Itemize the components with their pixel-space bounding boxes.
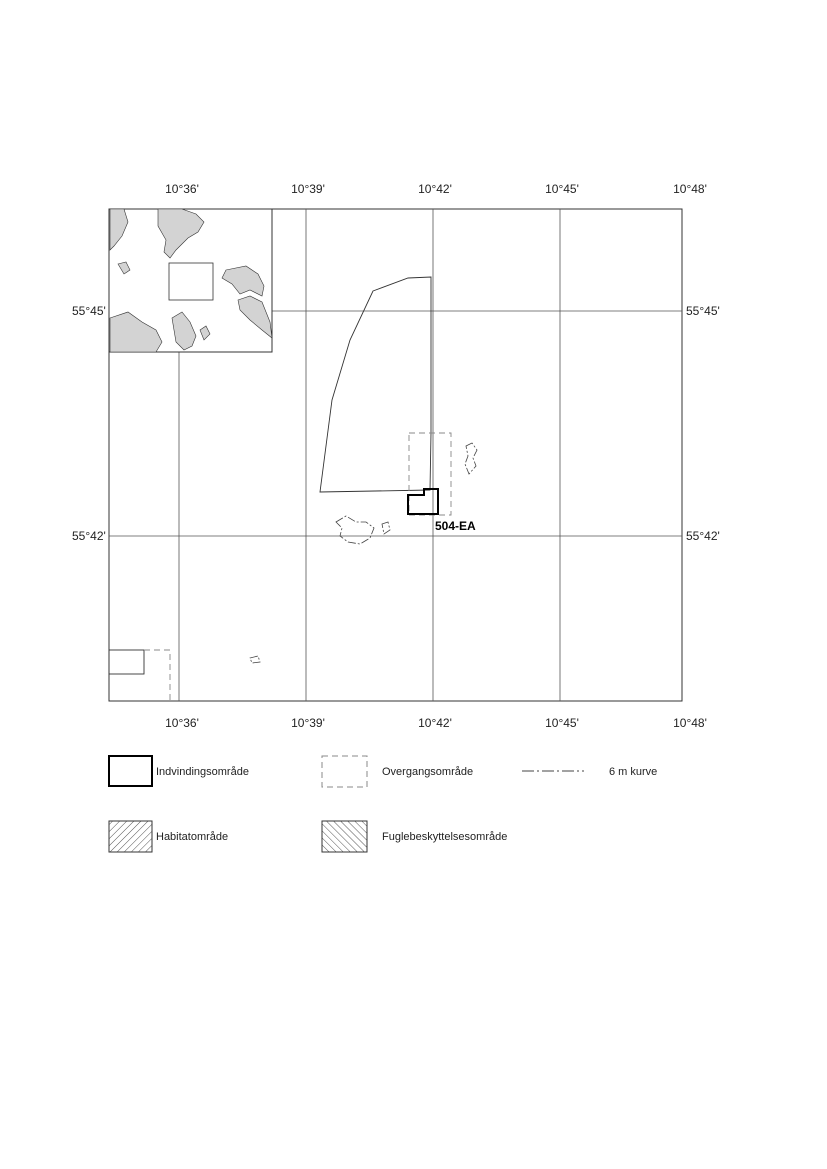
lon-label-top: 10°36' [165,182,199,196]
lon-label-bottom: 10°36' [165,716,199,730]
lon-label-top: 10°45' [545,182,579,196]
legend-swatch-fugle [322,821,367,852]
top-longitude-labels [165,182,707,196]
lat-label-right: 55°45' [686,304,720,318]
legend-label-fugle: Fuglebeskyttelsesområde [382,831,508,843]
lon-label-bottom: 10°42' [418,716,452,730]
lat-label-right: 55°42' [686,529,720,543]
lat-label-left: 55°45' [72,304,106,318]
lon-label-top: 10°39' [291,182,325,196]
extraction-area-label: 504-EA [435,519,476,533]
bottom-longitude-labels [165,716,707,730]
lon-label-bottom: 10°45' [545,716,579,730]
lon-label-top: 10°42' [418,182,452,196]
lon-label-top: 10°48' [673,182,707,196]
legend-swatch-overgang [322,756,367,787]
legend-swatch-indvinding [109,756,152,786]
legend-label-overgang: Overgangsområde [382,766,474,778]
lon-label-bottom: 10°39' [291,716,325,730]
legend [109,756,657,852]
lat-label-left: 55°42' [72,529,106,543]
legend-label-kurve: 6 m kurve [609,766,658,778]
legend-label-habitat: Habitatområde [156,831,229,843]
legend-swatch-habitat [109,821,152,852]
lon-label-bottom: 10°48' [673,716,707,730]
legend-label-indvinding: Indvindingsområde [156,766,249,778]
inset-overview-map [109,209,272,352]
